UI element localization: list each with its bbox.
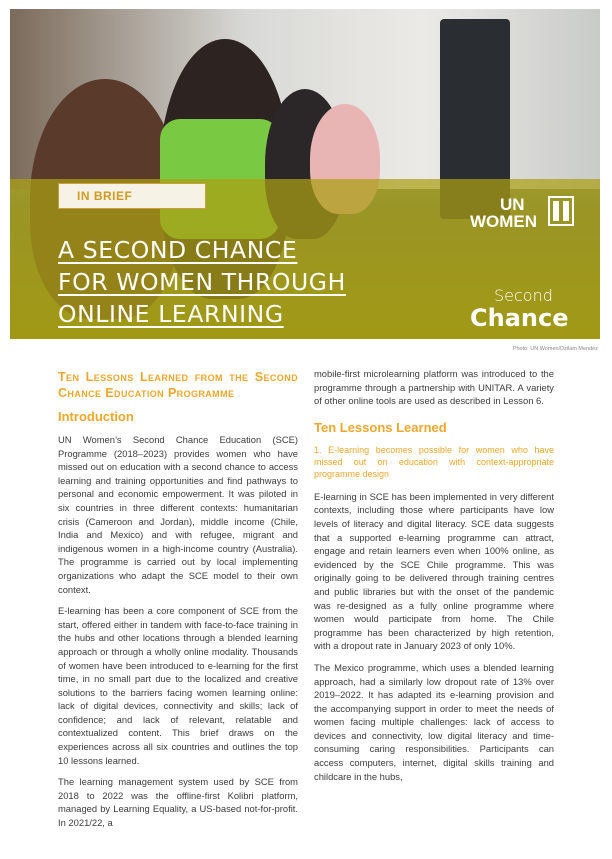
left-column — [58, 369, 298, 838]
continued-paragraph: mobile-first microlearning platform was introduced to the programme through a partnership with UNITAR. A variety of other online tools are used as described in Lesson 6. — [314, 368, 554, 407]
introduction-heading: Introduction — [58, 409, 134, 424]
title-line-3: ONLINE LEARNING — [58, 300, 284, 328]
lesson-1-paragraph-1: E-learning in SCE has been implemented in very different contexts, including those where participants have low levels of literacy and digital literacy. SCE data suggests that a supported e-learning programme can attract, engage and retain learners even when 100% online, as evidenced by the SCE Chile programme. This was originally going to be delivered through training centres and public libraries but with the onset of the pandemic was re-designed as a fully online programme where women would participate from home. The Chile programme has been characterized by high retention, with a dropout rate in January 2023 of only 10%. — [314, 490, 554, 652]
in-brief-badge: IN BRIEF — [58, 183, 206, 209]
un-emblem-icon — [548, 196, 574, 226]
intro-paragraph-2: E-learning has been a core component of SCE from the start, offered either in tandem with face-to-face training in the hubs and other locations through a blended learning approach or through a wholly online modality. Thousands of women have been introduced to e-learning for the first time, in no small part due to the localized and creative solutions to the barriers facing women learning online: lack of digital devices, connectivity and skills; lack of confidence; and lack of relevant, relatable and contextualized content. This brief draws on the experiences across all six countries and outlines the top 10 lessons learned. — [58, 605, 298, 766]
title-line-1: A SECOND CHANCE — [58, 236, 298, 264]
un-women-logo-line-1: UN — [500, 195, 525, 214]
second-chance-logo — [470, 287, 568, 331]
second-chance-logo-line-1: Second — [494, 286, 553, 305]
title-line-2: FOR WOMEN THROUGH — [58, 268, 346, 296]
brief-subtitle: Ten Lessons Learned from the Second Chance Education Programme — [58, 370, 298, 400]
lesson-1-paragraph-2: The Mexico programme, which uses a blended learning approach, had a similarly low dropout rate of 13% over 2019–2022. It has adapted its e-learning provision and the accompanying support in order to meet the needs of women facing multiple challenges: lack of access to devices and connectivity, low digital literacy and time-consuming caring responsibilities. Participants can access computers, internet, digital skills training and childcare in the hubs, — [314, 661, 554, 782]
photo-credit: Photo: UN Women/Dzilam Mendez — [512, 346, 598, 352]
un-women-logo-line-2: WOMEN — [470, 212, 538, 231]
un-women-logo — [470, 196, 580, 230]
lesson-1-heading: 1. E-learning becomes possible for women who have missed out on education with context-appropriate programme design — [314, 444, 554, 479]
second-chance-logo-line-2: Chance — [470, 304, 569, 332]
right-column — [314, 367, 554, 791]
ten-lessons-heading: Ten Lessons Learned — [314, 419, 447, 435]
intro-paragraph-1: UN Women’s Second Chance Education (SCE) Programme (2018–2023) provides women who have missed out on education with a second chance to access learning and training opportunities and find pathways to personal and economic empowerment. It was piloted in six countries in three different contexts: humanitarian crisis (Cameroon and Jordan), middle income (Chile, India and Mexico) and with refugee, migrant and indigenous women in a high-income country (Australia). The programme is carried out by local implementing organizations who adapt the SCE model to their own context. — [58, 434, 298, 595]
intro-paragraph-3: The learning management system used by SCE from 2018 to 2022 was the offline-first Kolibri platform, managed by Learning Equality, a US-based not-for-profit. In 2021/22, a — [58, 776, 298, 829]
page-title — [58, 234, 398, 330]
